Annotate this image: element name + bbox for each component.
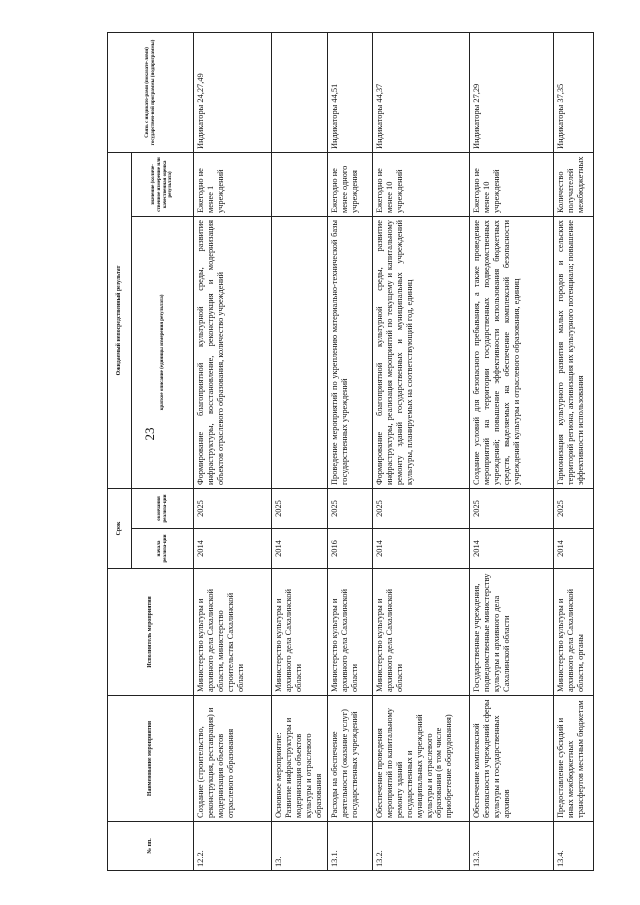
row-name: Обеспечение комплексной безопасности учреждений сферы культуры и государственных архивов bbox=[470, 696, 554, 822]
col-header-result-value: значение (количе-ственное измерение или качественная оценка результата) bbox=[132, 152, 194, 216]
table-row bbox=[328, 32, 373, 870]
page-number: 23 bbox=[142, 427, 157, 441]
row-result-desc bbox=[272, 217, 328, 489]
col-header-result-desc: краткое описание (единицы измерения результата) bbox=[132, 217, 194, 489]
row-indicator-link bbox=[272, 32, 328, 152]
row-name: Расходы на обеспечение деятельности (оказание услуг) государственных учреждений bbox=[328, 696, 373, 822]
row-num: 12.2. bbox=[194, 822, 272, 871]
row-end: 2025 bbox=[470, 489, 554, 529]
table-row bbox=[554, 32, 594, 870]
table-row bbox=[194, 32, 272, 870]
col-header-term: Срок bbox=[108, 489, 132, 569]
row-executor: Министерство культуры и архивного дела Сахалинской области, министерство строительства Сахалинской области bbox=[194, 569, 272, 696]
row-indicator-link: Индикаторы 44,51 bbox=[328, 32, 373, 152]
row-indicator-link: Индикаторы 27,29 bbox=[470, 32, 554, 152]
table-row bbox=[470, 32, 554, 870]
row-name: Предоставление субсидий и иных межбюджетных трансфертов местным бюджетам bbox=[554, 696, 594, 822]
row-name: Создание (строительство, реконструкция, реставрация) и модернизация объектов отраслевого образования bbox=[194, 696, 272, 822]
row-start: 2014 bbox=[554, 529, 594, 569]
row-name: Основное мероприятие: Развитие инфраструктуры и модернизация объектов культуры и отраслевого образования bbox=[272, 696, 328, 822]
row-start: 2014 bbox=[194, 529, 272, 569]
col-header-name: Наименование мероприятия bbox=[108, 696, 194, 822]
measures-table bbox=[107, 32, 594, 871]
row-indicator-link: Индикаторы 44,37 bbox=[373, 32, 470, 152]
row-end: 2025 bbox=[272, 489, 328, 529]
col-header-result: Ожидаемый непосредственный результат bbox=[108, 152, 132, 488]
row-start: 2014 bbox=[470, 529, 554, 569]
row-result-desc: Гармонизация культурного развития малых городов и сельских территорий региона, активизация их культурного потенциала; повышение эффективности использования bbox=[554, 217, 594, 489]
header-row bbox=[108, 32, 132, 870]
row-executor: Министерство культуры и архивного дела Сахалинской области, органы bbox=[554, 569, 594, 696]
col-header-end: окончания реализа-ции bbox=[132, 489, 194, 529]
row-end: 2025 bbox=[373, 489, 470, 529]
row-result-value: Ежегодно не менее 10 учреждений bbox=[470, 152, 554, 216]
row-num: 13.1. bbox=[328, 822, 373, 871]
col-header-start: начала реализа-ции bbox=[132, 529, 194, 569]
row-start: 2014 bbox=[373, 529, 470, 569]
row-executor: Министерство культуры и архивного дела Сахалинской области bbox=[328, 569, 373, 696]
row-result-value bbox=[272, 152, 328, 216]
row-result-value: Ежегодно не менее 1 учреждений bbox=[194, 152, 272, 216]
row-end: 2025 bbox=[554, 489, 594, 529]
row-result-desc: Формирование благоприятной культурной среды, развитие инфраструктуры, реализация мероприятий по текущему и капитальному ремонту зданий государственных и муниципальных учреждений культуры, планируемых на соответствующий год, единиц bbox=[373, 217, 470, 489]
col-header-indicator-link: Связь с индикато-рами (показате-лями) государствен-ной программы (подпрограммы) bbox=[108, 32, 194, 152]
rotated-table-frame bbox=[107, 33, 585, 871]
rotated-table-area bbox=[107, 33, 585, 871]
row-result-value: Ежегодно не менее одного учреждения bbox=[328, 152, 373, 216]
row-result-value: Ежегодно не менее 10 учреждений bbox=[373, 152, 470, 216]
row-num: 13.2. bbox=[373, 822, 470, 871]
row-start: 2016 bbox=[328, 529, 373, 569]
row-num: 13.4. bbox=[554, 822, 594, 871]
row-name: Обеспечение проведения мероприятий по капитальному ремонту зданий государственных и муниципальных учреждений культуры и отраслевого образования (в том числе приобретение оборудования) bbox=[373, 696, 470, 822]
row-num: 13. bbox=[272, 822, 328, 871]
col-header-num: № пп. bbox=[108, 822, 194, 871]
table-row bbox=[373, 32, 470, 870]
row-start: 2014 bbox=[272, 529, 328, 569]
row-end: 2025 bbox=[194, 489, 272, 529]
table-row bbox=[272, 32, 328, 870]
row-num: 13.3. bbox=[470, 822, 554, 871]
row-end: 2025 bbox=[328, 489, 373, 529]
row-result-desc: Проведение мероприятий по укреплению материально-технической базы государственных учреждений bbox=[328, 217, 373, 489]
row-indicator-link: Индикаторы 24,27,49 bbox=[194, 32, 272, 152]
row-result-desc: Формирование благоприятной культурной среды, развитие инфраструктуры, восстановление, реконструкция и модернизация объектов отраслевого образования, количество учреждений bbox=[194, 217, 272, 489]
col-header-executor: Исполнитель мероприятия bbox=[108, 569, 194, 696]
row-executor: Государственные учреждения, подведомственные министерству культуры и архивного дела Сахалинской области bbox=[470, 569, 554, 696]
row-executor: Министерство культуры и архивного дела Сахалинской области bbox=[373, 569, 470, 696]
row-indicator-link: Индикаторы 37,35 bbox=[554, 32, 594, 152]
row-result-desc: Создание условий для безопасного пребывания, а также проведение мероприятий на территории государственных подведомственных учреждений; повышение эффективности использования бюджетных средств, выделяемых на обеспечение комплексной безопасности учреждений культуры и отраслевого образования, единиц bbox=[470, 217, 554, 489]
row-executor: Министерство культуры и архивного дела Сахалинской области bbox=[272, 569, 328, 696]
row-result-value: Количество получателей межбюджетных bbox=[554, 152, 594, 216]
